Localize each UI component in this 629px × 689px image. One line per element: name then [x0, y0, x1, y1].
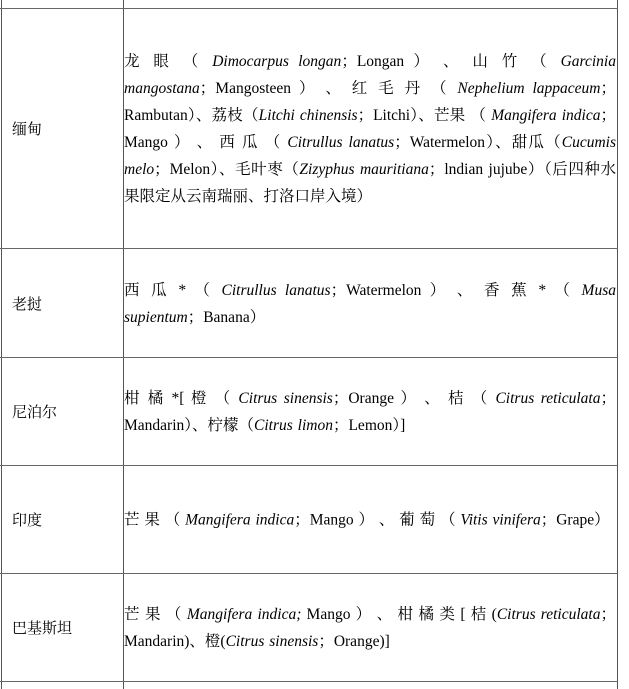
fruit-list-cell [124, 277, 616, 331]
scientific-name: Mangifera indica [491, 107, 601, 124]
scientific-name: Mangifera indica; [186, 606, 307, 623]
fruit-list-cell [124, 385, 616, 439]
fruit-text: ；Rambutan）、荔枝（ [124, 80, 616, 124]
table-row-divider [0, 681, 618, 682]
scientific-name: Mangifera indica [185, 511, 295, 529]
fruit-text: ；Banana） [187, 308, 266, 326]
fruit-text: 芒 果 （ [124, 606, 187, 623]
fruit-text: ；Mangosteen ） 、 红 毛 丹 （ [199, 80, 458, 97]
fruit-text: ；Grape） [540, 511, 610, 529]
table-row [0, 573, 618, 682]
fruit-text: ；Longan ） 、 山 竹 （ [341, 53, 561, 70]
scientific-name: Citrullus lanatus [287, 134, 395, 151]
fruit-text: 芒 果 （ [124, 511, 186, 529]
fruit-text: ；Watermelon ） 、 香 蕉 * （ [330, 281, 582, 299]
scientific-name: Litchi chinensis [258, 107, 358, 124]
scientific-name: Garcinia mangostana [124, 53, 616, 97]
table-row [0, 357, 618, 466]
country-cell: 缅甸 [12, 120, 43, 138]
fruit-text: ；Mandarin）、柠檬（ [124, 390, 616, 434]
country-cell: 老挝 [12, 294, 43, 313]
scientific-name: Dimocarpus longan [212, 53, 342, 70]
scientific-name: Citrullus lanatus [221, 281, 331, 299]
fruit-list-cell [124, 601, 616, 655]
fruit-text: ；Watermelon）、甜瓜（ [394, 134, 562, 151]
fruit-list-cell [124, 48, 616, 210]
fruit-text: ；Orange)] [318, 633, 390, 650]
fruit-text: ；lndian jujube）（后四种水果限定从云南瑞丽、打洛口岸入境） [124, 161, 616, 205]
scientific-name: Nephelium lappaceum [457, 80, 601, 97]
fruit-text: ；Litchi）、芒果 （ [357, 107, 492, 124]
scientific-name: Citrus reticulata [496, 606, 601, 623]
fruit-text: ；Lemon）] [332, 417, 406, 434]
fruit-text: ；Mango ） 、 葡 萄 （ [294, 511, 461, 529]
fruit-list-cell [124, 507, 616, 534]
fruit-text: 西 瓜 * （ [124, 281, 222, 299]
fruit-text: ；Mandarin)、橙( [124, 606, 616, 650]
fruit-text: ；Orange ） 、 桔 （ [332, 390, 496, 407]
scientific-name: Citrus sinensis [238, 390, 333, 407]
country-cell: 印度 [12, 511, 43, 529]
scientific-name: Musa supientum [124, 281, 616, 326]
table-row [0, 8, 618, 249]
scientific-name: Citrus sinensis [225, 633, 319, 650]
fruit-text: ；Mango ） 、 西 瓜 （ [124, 107, 616, 151]
table-row [0, 465, 618, 574]
scientific-name: Citrus reticulata [495, 390, 601, 407]
country-cell: 巴基斯坦 [12, 619, 73, 637]
table-row [0, 248, 618, 358]
scientific-name: Vitis vinifera [460, 511, 541, 529]
fruit-text: 柑 橘 *[ 橙 （ [124, 390, 239, 407]
fruit-text: 龙 眼 （ [124, 53, 213, 70]
scientific-name: Zizyphus mauritiana [299, 161, 429, 178]
scientific-name: Cucumis melo [124, 134, 616, 178]
scientific-name: Citrus limon [254, 417, 333, 434]
fruit-text: Mango ） 、 柑 橘 类 [ 桔 ( [306, 606, 497, 623]
country-cell: 尼泊尔 [12, 403, 58, 421]
fruit-text: ；Melon）、毛叶枣（ [154, 161, 300, 178]
